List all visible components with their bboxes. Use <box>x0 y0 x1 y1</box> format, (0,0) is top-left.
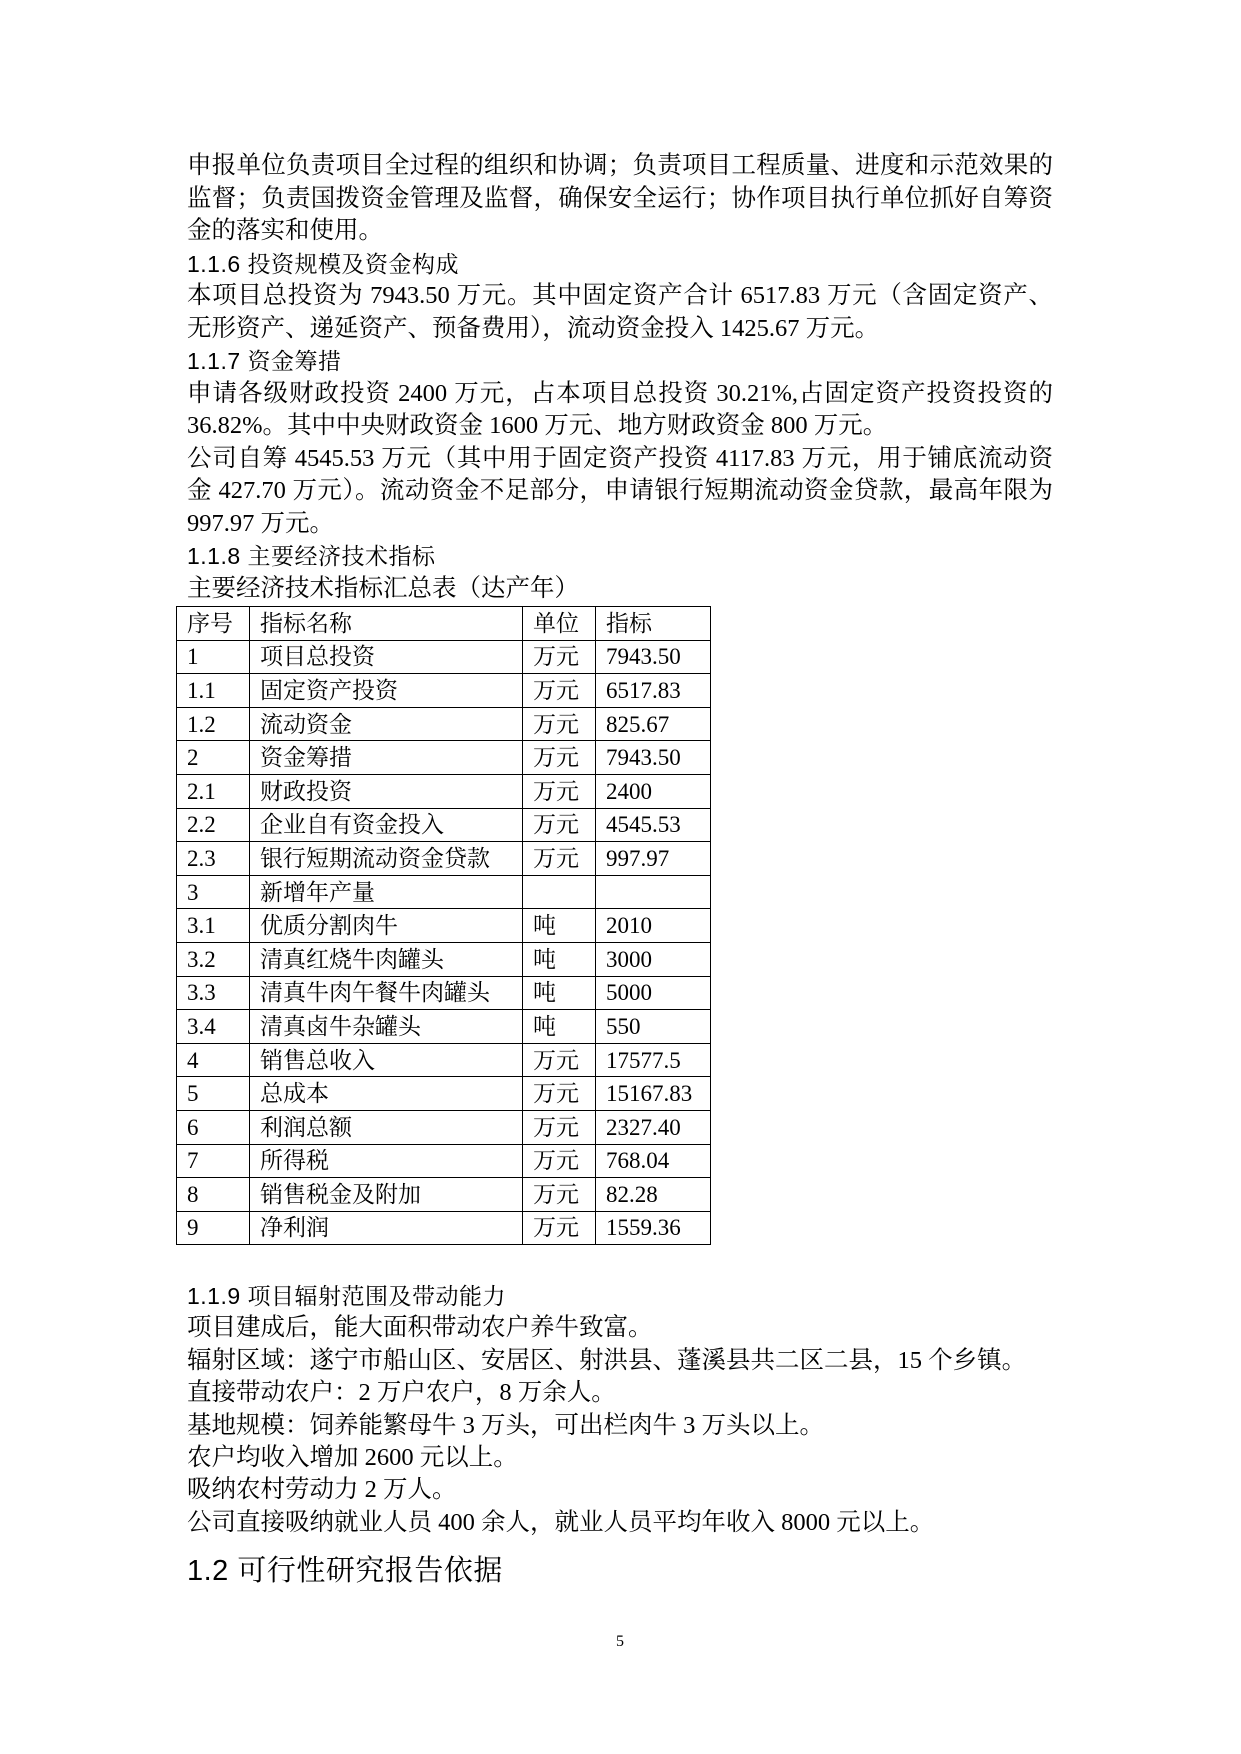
cell-indicator-name: 项目总投资 <box>250 640 523 674</box>
table-row <box>177 1211 711 1245</box>
cell-indicator-name: 企业自有资金投入 <box>250 808 523 842</box>
cell-value: 4545.53 <box>596 808 711 842</box>
cell-seq: 6 <box>177 1110 250 1144</box>
cell-seq: 2.1 <box>177 774 250 808</box>
cell-indicator-name: 银行短期流动资金贷款 <box>250 842 523 876</box>
cell-seq: 5 <box>177 1077 250 1111</box>
cell-value: 825.67 <box>596 707 711 741</box>
page-number: 5 <box>616 1633 624 1650</box>
cell-seq: 3.2 <box>177 942 250 976</box>
cell-seq: 1 <box>177 640 250 674</box>
cell-seq: 2.2 <box>177 808 250 842</box>
table-row <box>177 707 711 741</box>
section-heading-1-1-6: 1.1.6 投资规模及资金构成 <box>187 250 460 277</box>
table-row <box>177 1178 711 1212</box>
table-row <box>177 774 711 808</box>
cell-indicator-name: 清真牛肉午餐牛肉罐头 <box>250 976 523 1010</box>
cell-seq: 8 <box>177 1178 250 1212</box>
cell-indicator-name: 所得税 <box>250 1144 523 1178</box>
cell-unit: 万元 <box>523 741 596 775</box>
cell-unit: 万元 <box>523 640 596 674</box>
cell-unit: 万元 <box>523 707 596 741</box>
cell-seq: 4 <box>177 1043 250 1077</box>
cell-value: 15167.83 <box>596 1077 711 1111</box>
table-row <box>177 1077 711 1111</box>
cell-indicator-name: 新增年产量 <box>250 875 523 909</box>
cell-indicator-name: 销售税金及附加 <box>250 1178 523 1212</box>
paragraph-line: 申请各级财政投资 2400 万元，占本项目总投资 30.21%,占固定资产投资投资的 <box>187 379 1053 407</box>
cell-indicator-name: 优质分割肉牛 <box>250 909 523 943</box>
section-1-1-9-block <box>187 1280 1053 1539</box>
upper-text-block <box>187 150 1053 605</box>
table-row <box>177 976 711 1010</box>
cell-seq: 3.3 <box>177 976 250 1010</box>
table-row <box>177 875 711 909</box>
paragraph-line: 公司直接吸纳就业人员 400 余人，就业人员平均年收入 8000 元以上。 <box>187 1508 935 1536</box>
cell-unit: 万元 <box>523 674 596 708</box>
cell-value: 82.28 <box>596 1178 711 1212</box>
cell-seq: 2.3 <box>177 842 250 876</box>
cell-value: 768.04 <box>596 1144 711 1178</box>
cell-unit: 万元 <box>523 1043 596 1077</box>
paragraph-line: 项目建成后，能大面积带动农户养牛致富。 <box>187 1314 653 1342</box>
intro-line: 申报单位负责项目全过程的组织和协调；负责项目工程质量、进度和示范效果的 <box>187 152 1053 179</box>
table-row <box>177 1110 711 1144</box>
cell-unit <box>523 875 596 909</box>
cell-unit: 万元 <box>523 1110 596 1144</box>
cell-indicator-name: 销售总收入 <box>250 1043 523 1077</box>
cell-unit: 吨 <box>523 976 596 1010</box>
table-row <box>177 674 711 708</box>
cell-unit: 万元 <box>523 1144 596 1178</box>
cell-seq: 3 <box>177 875 250 909</box>
cell-seq: 2 <box>177 741 250 775</box>
cell-value <box>596 875 711 909</box>
cell-value: 2010 <box>596 909 711 943</box>
cell-seq: 3.1 <box>177 909 250 943</box>
cell-value: 1559.36 <box>596 1211 711 1245</box>
cell-value: 5000 <box>596 976 711 1010</box>
paragraph-line: 直接带动农户：2 万户农户，8 万余人。 <box>187 1379 616 1407</box>
intro-line: 金的落实和使用。 <box>187 217 383 244</box>
header-indicator-name: 指标名称 <box>250 607 523 641</box>
paragraph-line: 36.82%。其中中央财政资金 1600 万元、地方财政资金 800 万元。 <box>187 412 888 439</box>
paragraph-line: 金 427.70 万元）。流动资金不足部分，申请银行短期流动资金贷款，最高年限为 <box>187 477 1053 504</box>
header-seq: 序号 <box>177 607 250 641</box>
intro-line: 监督；负责国拨资金管理及监督，确保安全运行；协作项目执行单位抓好自筹资 <box>187 184 1053 212</box>
cell-seq: 1.2 <box>177 707 250 741</box>
cell-seq: 7 <box>177 1144 250 1178</box>
paragraph-line: 基地规模：饲养能繁母牛 3 万头，可出栏肉牛 3 万头以上。 <box>187 1411 824 1439</box>
paragraph-line: 公司自筹 4545.53 万元（其中用于固定资产投资 4117.83 万元，用于铺底流动资 <box>187 444 1053 472</box>
table-row <box>177 942 711 976</box>
cell-value: 7943.50 <box>596 741 711 775</box>
cell-unit: 吨 <box>523 1010 596 1044</box>
cell-unit: 万元 <box>523 774 596 808</box>
indicator-summary-table <box>176 606 711 1245</box>
section-heading-1-2: 1.2 可行性研究报告依据 <box>187 1555 503 1587</box>
table-row <box>177 741 711 775</box>
cell-value: 2400 <box>596 774 711 808</box>
paragraph-line: 农户均收入增加 2600 元以上。 <box>187 1443 518 1471</box>
section-heading-1-1-9: 1.1.9 项目辐射范围及带动能力 <box>187 1283 507 1309</box>
section-heading-1-1-7: 1.1.7 资金筹措 <box>187 348 342 374</box>
cell-indicator-name: 清真卤牛杂罐头 <box>250 1010 523 1044</box>
cell-indicator-name: 固定资产投资 <box>250 674 523 708</box>
cell-indicator-name: 流动资金 <box>250 707 523 741</box>
table-row <box>177 842 711 876</box>
cell-unit: 吨 <box>523 942 596 976</box>
cell-unit: 万元 <box>523 1077 596 1111</box>
cell-value: 17577.5 <box>596 1043 711 1077</box>
cell-unit: 万元 <box>523 842 596 876</box>
cell-value: 3000 <box>596 942 711 976</box>
table-row <box>177 1144 711 1178</box>
cell-value: 2327.40 <box>596 1110 711 1144</box>
cell-unit: 吨 <box>523 909 596 943</box>
paragraph-line: 997.97 万元。 <box>187 509 334 537</box>
table-row <box>177 909 711 943</box>
cell-value: 997.97 <box>596 842 711 876</box>
table-row <box>177 1043 711 1077</box>
cell-indicator-name: 财政投资 <box>250 774 523 808</box>
cell-unit: 万元 <box>523 808 596 842</box>
cell-seq: 3.4 <box>177 1010 250 1044</box>
paragraph-line: 吸纳农村劳动力 2 万人。 <box>187 1476 457 1504</box>
cell-seq: 9 <box>177 1211 250 1245</box>
cell-unit: 万元 <box>523 1178 596 1212</box>
cell-seq: 1.1 <box>177 674 250 708</box>
cell-value: 550 <box>596 1010 711 1044</box>
table-header-row <box>177 607 711 641</box>
header-unit: 单位 <box>523 607 596 641</box>
cell-value: 7943.50 <box>596 640 711 674</box>
cell-indicator-name: 利润总额 <box>250 1110 523 1144</box>
table-row <box>177 808 711 842</box>
cell-value: 6517.83 <box>596 674 711 708</box>
paragraph-line: 本项目总投资为 7943.50 万元。其中固定资产合计 6517.83 万元（含固定资产、 <box>187 282 1053 309</box>
table-caption: 主要经济技术指标汇总表（达产年） <box>187 574 579 602</box>
paragraph-line: 无形资产、递延资产、预备费用），流动资金投入 1425.67 万元。 <box>187 314 880 342</box>
table-row <box>177 640 711 674</box>
table-row <box>177 1010 711 1044</box>
paragraph-line: 辐射区域：遂宁市船山区、安居区、射洪县、蓬溪县共二区二县，15 个乡镇。 <box>187 1346 1027 1374</box>
header-value: 指标 <box>596 607 711 641</box>
section-heading-1-1-8: 1.1.8 主要经济技术指标 <box>187 543 436 569</box>
cell-indicator-name: 净利润 <box>250 1211 523 1245</box>
cell-indicator-name: 资金筹措 <box>250 741 523 775</box>
cell-indicator-name: 总成本 <box>250 1077 523 1111</box>
cell-unit: 万元 <box>523 1211 596 1245</box>
cell-indicator-name: 清真红烧牛肉罐头 <box>250 942 523 976</box>
